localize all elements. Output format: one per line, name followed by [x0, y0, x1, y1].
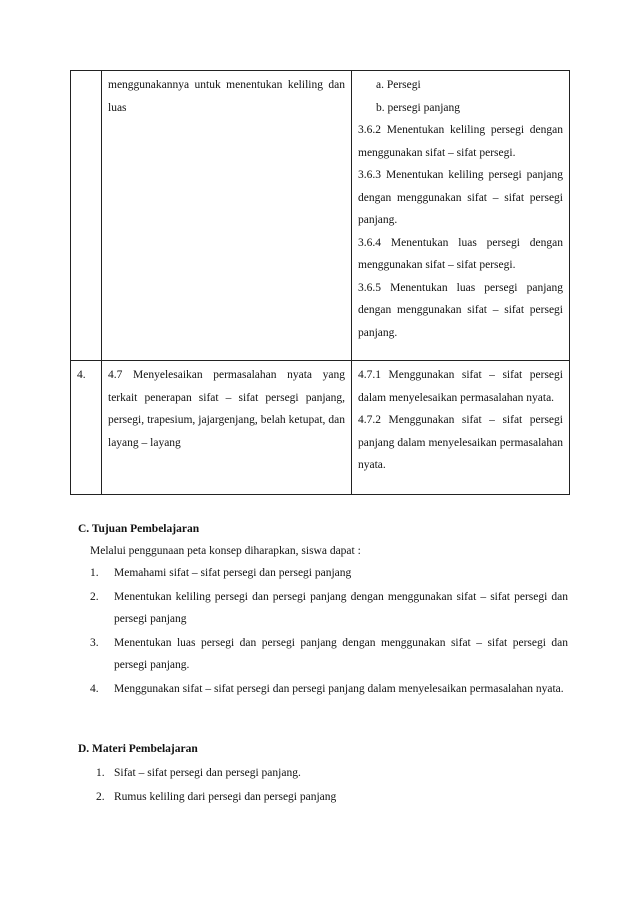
basic-competency-cell [102, 71, 352, 361]
section-intro: Melalui penggunaan peta konsep diharapkan, siswa dapat : [90, 545, 361, 557]
list-item-text: Rumus keliling dari persegi dan persegi panjang [114, 791, 337, 803]
list-item [78, 562, 568, 584]
list-item-text: Memahami sifat – sifat persegi dan persegi panjang [114, 567, 352, 579]
basic-competency-cell [102, 361, 352, 495]
list-number: 1. [96, 767, 105, 779]
basic-competency-text: menggunakannya untuk menentukan keliling dan luas [108, 79, 345, 114]
table-row [71, 71, 570, 361]
list-item [78, 762, 568, 784]
indicator-cell [352, 361, 570, 495]
basic-competency-text: 4.7 Menyelesaikan permasalahan nyata yang terkait penerapan sifat – sifat persegi panjang, persegi, trapesium, jajargenjang, belah ketupat, dan layang – layang [108, 369, 345, 449]
indicator-item: a. Persegi [376, 79, 421, 91]
list-item [78, 786, 568, 808]
list-item [78, 678, 568, 700]
list-item-text: Menentukan keliling persegi dan persegi panjang dengan menggunakan sifat – sifat persegi dan persegi panjang [114, 591, 568, 625]
learning-objectives-section [78, 518, 568, 700]
list-item [78, 632, 568, 676]
indicator-item: 3.6.2 Menentukan keliling persegi dengan menggunakan sifat – sifat persegi. [358, 124, 563, 159]
indicator-item: 3.6.3 Menentukan keliling persegi panjang dengan menggunakan sifat – sifat persegi panjang. [358, 169, 563, 226]
learning-materials-section [78, 738, 568, 808]
indicator-item: 3.6.4 Menentukan luas persegi dengan menggunakan sifat – sifat persegi. [358, 236, 563, 271]
objectives-list [78, 562, 568, 700]
section-heading: D. Materi Pembelajaran [78, 743, 198, 755]
list-item-text: Menggunakan sifat – sifat persegi dan persegi panjang dalam menyelesaikan permasalahan nyata. [114, 683, 564, 695]
indicator-item: 3.6.5 Menentukan luas persegi panjang dengan menggunakan sifat – sifat persegi panjang. [358, 281, 563, 339]
indicator-item: b. persegi panjang [376, 101, 460, 114]
indicator-item: 4.7.1 Menggunakan sifat – sifat persegi dalam menyelesaikan permasalahan nyata. [358, 369, 563, 404]
section-heading: C. Tujuan Pembelajaran [78, 523, 200, 535]
competency-table [70, 70, 570, 495]
indicator-cell [352, 71, 570, 361]
row-number: 4. [71, 361, 102, 495]
list-number: 1. [90, 567, 99, 579]
list-number: 4. [90, 683, 99, 695]
materials-list [78, 762, 568, 808]
list-number: 2. [90, 591, 99, 603]
indicator-item: 4.7.2 Menggunakan sifat – sifat persegi panjang dalam menyelesaikan permasalahan nyata. [358, 414, 563, 471]
row-number [71, 71, 102, 361]
list-number: 2. [96, 791, 105, 803]
list-number: 3. [90, 637, 99, 649]
table-row [71, 361, 570, 495]
list-item-text: Menentukan luas persegi dan persegi panjang dengan menggunakan sifat – sifat persegi dan persegi panjang. [114, 637, 568, 671]
list-item-text: Sifat – sifat persegi dan persegi panjang. [114, 767, 301, 779]
list-item [78, 586, 568, 630]
